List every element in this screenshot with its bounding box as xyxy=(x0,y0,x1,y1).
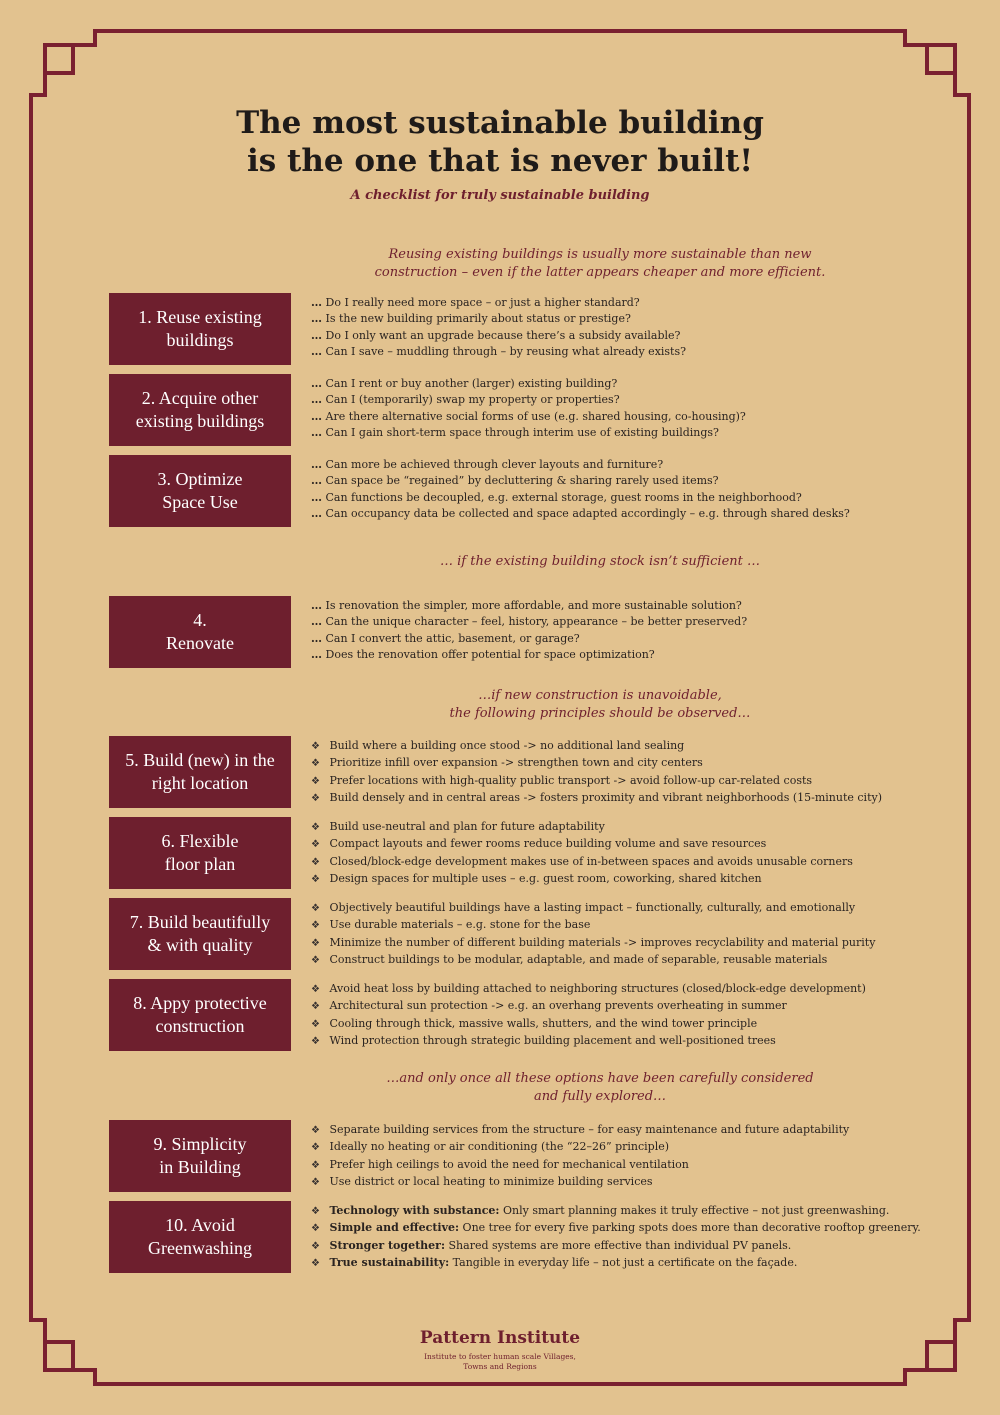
diamond-bullet-icon: ❖ xyxy=(311,1159,320,1171)
ellipsis-marker: … xyxy=(311,615,322,629)
section-title-line: 6. Flexible xyxy=(161,831,239,851)
list-item xyxy=(311,917,951,934)
intro-note xyxy=(300,246,900,282)
item-text: Design spaces for multiple uses – e.g. guest room, coworking, shared kitchen xyxy=(329,871,762,885)
item-text: Architectural sun protection -> e.g. an overhang prevents overheating in summer xyxy=(329,999,787,1013)
item-text: Separate building services from the structure – for easy maintenance and future adaptability xyxy=(329,1123,850,1136)
diamond-bullet-icon: ❖ xyxy=(311,792,320,804)
diamond-bullet-icon: ❖ xyxy=(311,1125,320,1136)
item-text: Only smart planning makes it truly effective – not just greenwashing. xyxy=(502,1204,890,1217)
page-subtitle: A checklist for truly sustainable building xyxy=(350,188,650,203)
tagline-line: Towns and Regions xyxy=(463,1362,537,1371)
institute-tagline xyxy=(0,1352,1000,1372)
section-title-line: 7. Build beautifully xyxy=(129,912,271,932)
item-text: Can I save – muddling through – by reusing what already exists? xyxy=(325,344,687,358)
diamond-bullet-icon: ❖ xyxy=(311,822,320,833)
item-text: Can I (temporarily) swap my property or properties? xyxy=(325,393,620,407)
section-title-box xyxy=(109,1120,291,1192)
list-item xyxy=(311,409,951,425)
item-text: Can I gain short-term space through interim use of existing buildings? xyxy=(325,425,719,439)
section-item-list xyxy=(311,738,951,807)
section-item-list xyxy=(311,295,951,360)
item-text: Compact layouts and fewer rooms reduce building volume and save resources xyxy=(329,837,767,851)
item-lead: Simple and effective: xyxy=(329,1221,460,1235)
ellipsis-marker: … xyxy=(311,409,322,423)
diamond-bullet-icon: ❖ xyxy=(311,920,320,932)
list-item xyxy=(311,376,951,392)
item-lead: True sustainability: xyxy=(329,1255,450,1269)
list-item xyxy=(311,773,951,790)
section-title-line: 10. Avoid xyxy=(165,1215,235,1235)
diamond-bullet-icon: ❖ xyxy=(311,758,320,770)
diamond-bullet-icon: ❖ xyxy=(311,839,320,851)
section-title-line: Greenwashing xyxy=(148,1238,252,1258)
note-line: …and only once all these options have been carefully considered xyxy=(386,1071,814,1086)
section-title-box xyxy=(109,293,291,365)
item-text: Build use-neutral and plan for future adaptability xyxy=(329,820,605,833)
diamond-bullet-icon: ❖ xyxy=(311,1176,320,1188)
item-text: Use durable materials – e.g. stone for the base xyxy=(329,918,591,932)
list-item xyxy=(311,1220,951,1237)
list-item xyxy=(311,1203,951,1220)
item-text: Do I only want an upgrade because there’s a subsidy available? xyxy=(325,328,681,342)
list-item xyxy=(311,344,951,360)
list-item xyxy=(311,473,951,489)
list-item xyxy=(311,854,951,871)
diamond-bullet-icon: ❖ xyxy=(311,1240,320,1252)
list-item xyxy=(311,328,951,344)
section-title-box xyxy=(109,1201,291,1273)
ellipsis-marker: … xyxy=(311,631,322,645)
section-title-box xyxy=(109,736,291,808)
title-line-2: is the one that is never built! xyxy=(246,143,754,179)
list-item xyxy=(311,952,951,969)
list-item xyxy=(311,738,951,755)
item-text: Can the unique character – feel, history, appearance – be better preserved? xyxy=(325,615,748,629)
section-item-list xyxy=(311,598,951,663)
list-item xyxy=(311,457,951,473)
ellipsis-marker: … xyxy=(311,506,322,520)
diamond-bullet-icon: ❖ xyxy=(311,873,320,885)
item-text: Closed/block-edge development makes use of in-between spaces and avoids unusable corners xyxy=(329,854,853,868)
section-title-line: Renovate xyxy=(166,633,234,653)
list-item xyxy=(311,631,951,647)
list-item xyxy=(311,819,951,836)
item-lead: Technology with substance: xyxy=(329,1204,500,1217)
note-line: … if the existing building stock isn’t sufficient … xyxy=(439,554,760,569)
new-construction-note xyxy=(300,687,900,723)
considered-note xyxy=(300,1070,900,1106)
item-text: Can functions be decoupled, e.g. external storage, guest rooms in the neighborhood? xyxy=(325,490,802,504)
item-text: Is renovation the simpler, more affordable, and more sustainable solution? xyxy=(325,599,742,612)
section-title-box xyxy=(109,455,291,527)
diamond-bullet-icon: ❖ xyxy=(311,775,320,787)
diamond-bullet-icon: ❖ xyxy=(311,1035,320,1047)
section-title-line: 1. Reuse existing xyxy=(138,307,262,327)
list-item xyxy=(311,1033,951,1050)
item-text: Wind protection through strategic building placement and well-positioned trees xyxy=(329,1033,776,1047)
diamond-bullet-icon: ❖ xyxy=(311,741,320,752)
list-item xyxy=(311,1016,951,1033)
item-text: Can more be achieved through clever layouts and furniture? xyxy=(325,458,664,471)
diamond-bullet-icon: ❖ xyxy=(311,1257,320,1269)
section-title-box xyxy=(109,817,291,889)
section-title-box xyxy=(109,596,291,668)
item-text: Can I rent or buy another (larger) existing building? xyxy=(325,377,618,390)
list-item xyxy=(311,295,951,311)
section-title-line: floor plan xyxy=(164,854,236,874)
item-text: Build where a building once stood -> no additional land sealing xyxy=(329,739,685,752)
section-item-list xyxy=(311,900,951,969)
section-title-line: & with quality xyxy=(147,935,253,955)
diamond-bullet-icon: ❖ xyxy=(311,903,320,914)
institute-name: Pattern Institute xyxy=(419,1328,581,1348)
section-item-list xyxy=(311,981,951,1050)
list-item xyxy=(311,1255,951,1272)
diamond-bullet-icon: ❖ xyxy=(311,984,320,995)
list-item xyxy=(311,935,951,952)
diamond-bullet-icon: ❖ xyxy=(311,1142,320,1154)
ellipsis-marker: … xyxy=(311,474,322,488)
ellipsis-marker: … xyxy=(311,393,322,407)
section-title-line: 2. Acquire other xyxy=(141,388,259,408)
page-title xyxy=(0,104,1000,180)
section-title-box xyxy=(109,898,291,970)
ellipsis-marker: … xyxy=(311,425,322,439)
diamond-bullet-icon: ❖ xyxy=(311,954,320,966)
list-item xyxy=(311,900,951,917)
section-title-line: 9. Simplicity xyxy=(153,1134,247,1154)
section-title-line: Space Use xyxy=(162,492,238,512)
item-text: Minimize the number of different building materials -> improves recyclability and material purity xyxy=(329,935,876,949)
note-line: and fully explored… xyxy=(533,1089,667,1104)
ellipsis-marker: … xyxy=(311,328,322,342)
item-text: Shared systems are more effective than individual PV panels. xyxy=(448,1238,792,1252)
item-text: Avoid heat loss by building attached to neighboring structures (closed/block-edge development) xyxy=(329,982,866,995)
item-text: Tangible in everyday life – not just a certificate on the façade. xyxy=(452,1255,798,1269)
list-item xyxy=(311,311,951,327)
section-title-line: 3. Optimize xyxy=(157,469,243,489)
ellipsis-marker: … xyxy=(311,344,322,358)
item-text: Ideally no heating or air conditioning (the “22–26” principle) xyxy=(329,1140,670,1154)
list-item xyxy=(311,647,951,663)
item-text: Can space be “regained” by decluttering & sharing rarely used items? xyxy=(325,474,719,488)
list-item xyxy=(311,998,951,1015)
ellipsis-marker: … xyxy=(311,599,322,612)
list-item xyxy=(311,755,951,772)
section-title-line: 5. Build (new) in the xyxy=(125,750,275,770)
item-text: Prioritize infill over expansion -> strengthen town and city centers xyxy=(329,756,703,770)
item-text: Do I really need more space – or just a higher standard? xyxy=(325,296,640,309)
list-item xyxy=(311,1157,951,1174)
item-lead: Stronger together: xyxy=(329,1238,446,1252)
section-item-list xyxy=(311,457,951,522)
list-item xyxy=(311,425,951,441)
list-item xyxy=(311,1238,951,1255)
item-text: Cooling through thick, massive walls, shutters, and the wind tower principle xyxy=(329,1016,758,1030)
note-line: construction – even if the latter appears cheaper and more efficient. xyxy=(374,265,826,280)
diamond-bullet-icon: ❖ xyxy=(311,1001,320,1013)
ellipsis-marker: … xyxy=(311,647,322,661)
section-item-list xyxy=(311,1203,951,1272)
diamond-bullet-icon: ❖ xyxy=(311,1018,320,1030)
note-line: Reusing existing buildings is usually more sustainable than new xyxy=(388,247,812,262)
list-item xyxy=(311,836,951,853)
diamond-bullet-icon: ❖ xyxy=(311,856,320,868)
diamond-bullet-icon: ❖ xyxy=(311,1206,320,1217)
item-text: Prefer high ceilings to avoid the need for mechanical ventilation xyxy=(329,1157,689,1171)
stock-note xyxy=(300,553,900,571)
section-title-line: existing buildings xyxy=(135,411,265,431)
list-item xyxy=(311,1174,951,1191)
item-text: Are there alternative social forms of use (e.g. shared housing, co-housing)? xyxy=(325,409,746,423)
section-title-line: construction xyxy=(155,1016,245,1036)
list-item xyxy=(311,871,951,888)
section-item-list xyxy=(311,1122,951,1191)
item-text: Objectively beautiful buildings have a lasting impact – functionally, culturally, and emotionally xyxy=(329,901,856,914)
section-title-line: in Building xyxy=(159,1157,241,1177)
section-title-line: buildings xyxy=(166,330,234,350)
ellipsis-marker: … xyxy=(311,296,322,309)
diamond-bullet-icon: ❖ xyxy=(311,937,320,949)
item-text: Can I convert the attic, basement, or garage? xyxy=(325,631,580,645)
item-text: Prefer locations with high-quality public transport -> avoid follow-up car-related costs xyxy=(329,773,813,787)
note-line: the following principles should be observed… xyxy=(449,706,751,721)
item-text: Build densely and in central areas -> fosters proximity and vibrant neighborhoods (15-minute city) xyxy=(329,790,882,804)
ellipsis-marker: … xyxy=(311,490,322,504)
section-title-box xyxy=(109,979,291,1051)
section-title-line: right location xyxy=(151,773,249,793)
ellipsis-marker: … xyxy=(311,458,322,471)
item-text: Is the new building primarily about status or prestige? xyxy=(325,312,631,326)
item-text: Does the renovation offer potential for space optimization? xyxy=(325,647,655,661)
list-item xyxy=(311,790,951,807)
list-item xyxy=(311,506,951,522)
section-item-list xyxy=(311,376,951,441)
list-item xyxy=(311,490,951,506)
diamond-bullet-icon: ❖ xyxy=(311,1223,320,1235)
tagline-line: Institute to foster human scale Villages, xyxy=(424,1352,576,1361)
ellipsis-marker: … xyxy=(311,377,322,390)
list-item xyxy=(311,614,951,630)
item-text: One tree for every five parking spots does more than decorative rooftop greenery. xyxy=(462,1221,921,1235)
item-text: Use district or local heating to minimize building services xyxy=(329,1174,653,1188)
ellipsis-marker: … xyxy=(311,312,322,326)
list-item xyxy=(311,981,951,998)
list-item xyxy=(311,1139,951,1156)
list-item xyxy=(311,392,951,408)
item-text: Construct buildings to be modular, adaptable, and made of separable, reusable materials xyxy=(329,952,828,966)
section-item-list xyxy=(311,819,951,888)
list-item xyxy=(311,598,951,614)
note-line: …if new construction is unavoidable, xyxy=(478,688,722,703)
section-title-line: 4. xyxy=(193,610,207,630)
item-text: Can occupancy data be collected and space adapted accordingly – e.g. through shared desks? xyxy=(325,506,850,520)
section-title-box xyxy=(109,374,291,446)
list-item xyxy=(311,1122,951,1139)
section-title-line: 8. Appy protective xyxy=(133,993,267,1013)
title-line-1: The most sustainable building xyxy=(236,105,764,141)
